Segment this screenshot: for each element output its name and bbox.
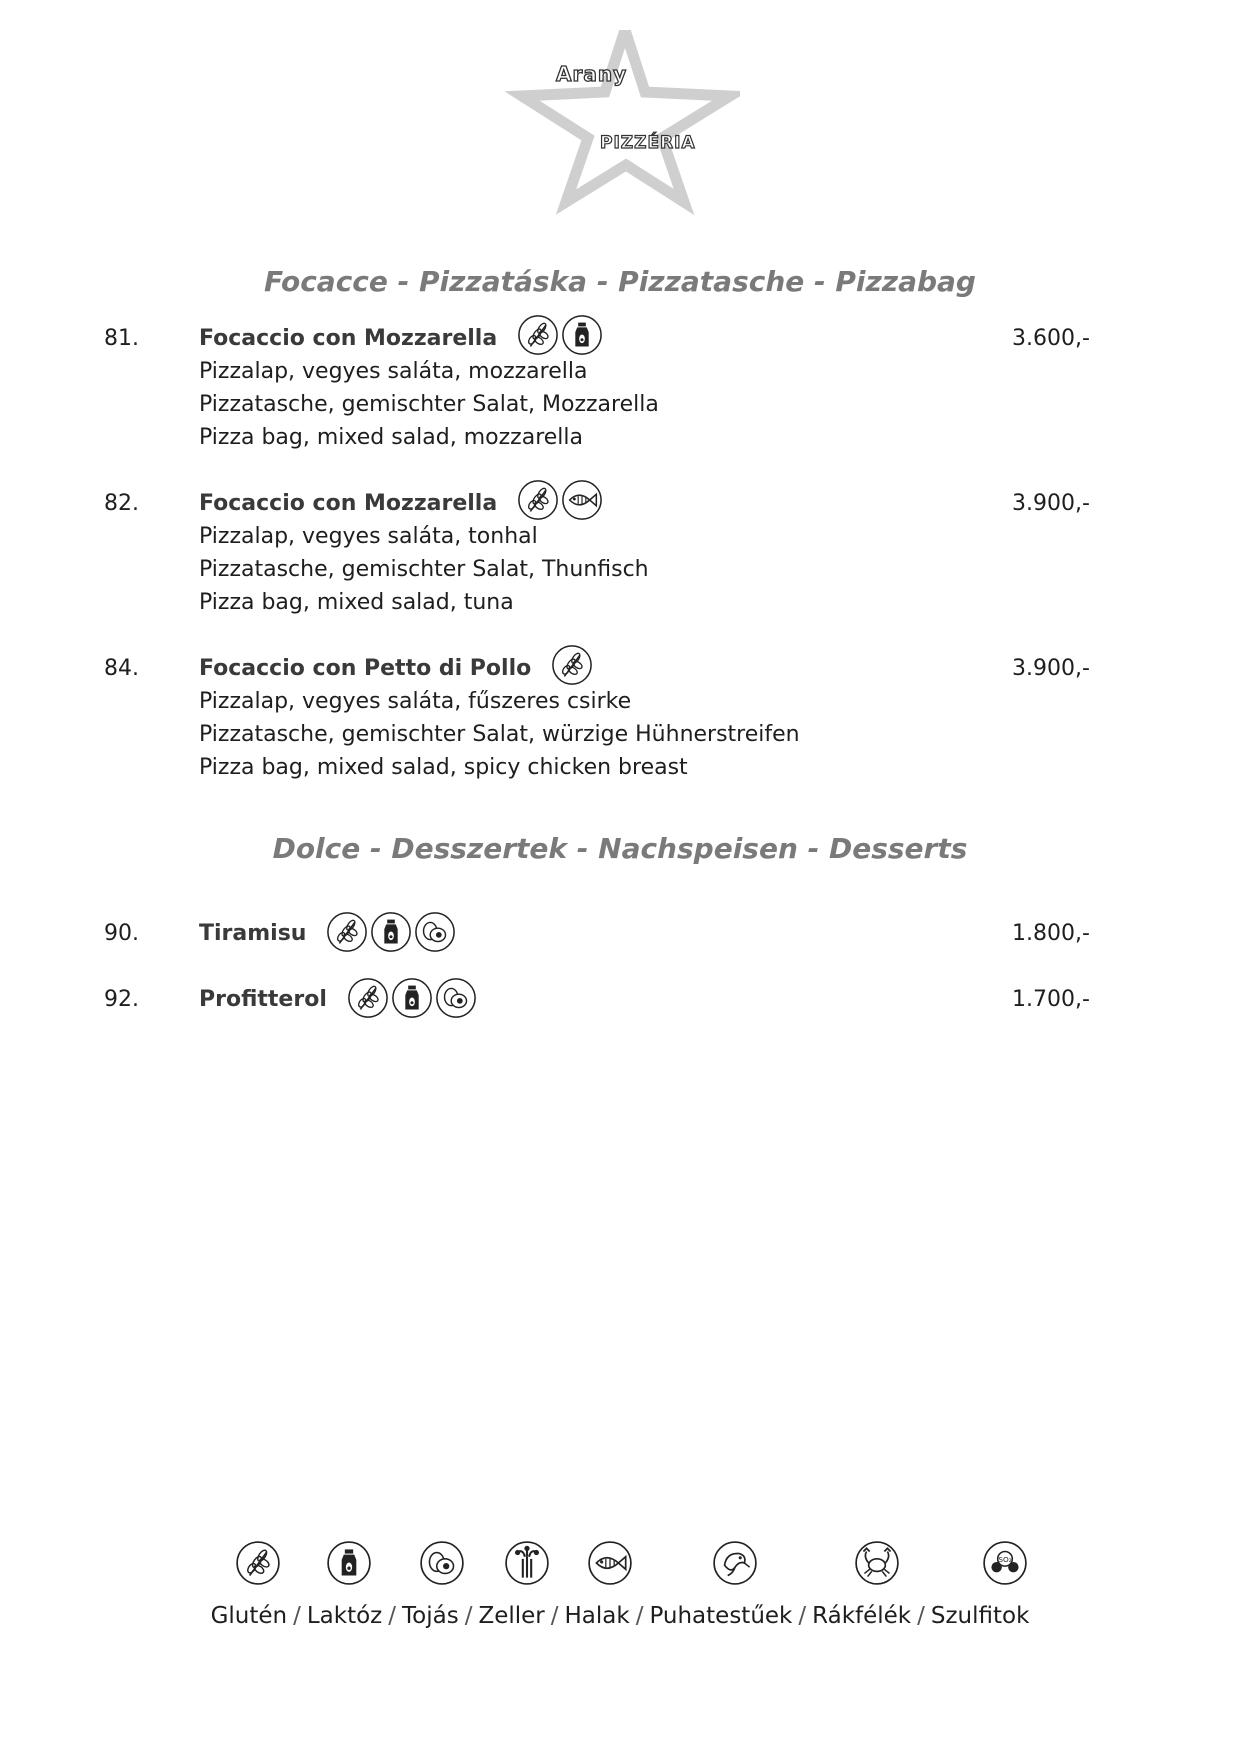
legend-label-gluten: Glutén bbox=[210, 1603, 288, 1629]
item-name: Tiramisu bbox=[199, 921, 307, 946]
item-price: 1.800,- bbox=[1012, 921, 1090, 946]
gluten-icon bbox=[347, 977, 389, 1019]
legend-label-sulphite: Szulfitok bbox=[930, 1603, 1030, 1629]
fish-icon bbox=[561, 479, 603, 521]
allergen-icons bbox=[347, 977, 477, 1019]
gluten-icon bbox=[326, 911, 368, 953]
item-number: 82. bbox=[104, 491, 139, 516]
lactose-icon bbox=[391, 977, 433, 1019]
legend-separator: / bbox=[798, 1603, 807, 1629]
lactose-icon bbox=[326, 1540, 372, 1586]
mollusc-icon bbox=[712, 1540, 758, 1586]
lactose-icon bbox=[370, 911, 412, 953]
legend-separator: / bbox=[293, 1603, 301, 1629]
item-desc-en: Pizza bag, mixed salad, tuna bbox=[199, 590, 514, 615]
logo bbox=[500, 30, 740, 230]
legend-label-celery: Zeller bbox=[478, 1603, 545, 1629]
item-number: 92. bbox=[104, 987, 139, 1012]
item-desc-de: Pizzatasche, gemischter Salat, Thunfisch bbox=[199, 557, 649, 582]
item-price: 1.700,- bbox=[1012, 987, 1090, 1012]
allergen-icons bbox=[551, 644, 593, 686]
legend-separator: / bbox=[464, 1603, 473, 1629]
legend-separator: / bbox=[635, 1603, 644, 1629]
item-desc-en: Pizza bag, mixed salad, spicy chicken breast bbox=[199, 755, 688, 780]
item-desc-hu: Pizzalap, vegyes saláta, mozzarella bbox=[199, 359, 588, 384]
item-desc-de: Pizzatasche, gemischter Salat, Mozzarella bbox=[199, 392, 659, 417]
legend-label-lactose: Laktóz bbox=[306, 1603, 383, 1629]
gluten-icon bbox=[235, 1540, 281, 1586]
allergen-icons bbox=[517, 314, 603, 356]
fish-icon bbox=[587, 1540, 633, 1586]
item-name: Focaccio con Mozzarella bbox=[199, 326, 498, 351]
legend-label-egg: Tojás bbox=[402, 1603, 459, 1629]
item-name: Focaccio con Mozzarella bbox=[199, 491, 498, 516]
star-logo bbox=[500, 30, 740, 230]
legend-separator: / bbox=[550, 1603, 559, 1629]
legend-separator: / bbox=[917, 1603, 925, 1629]
egg-icon bbox=[419, 1540, 465, 1586]
egg-icon bbox=[435, 977, 477, 1019]
item-price: 3.900,- bbox=[1012, 656, 1090, 681]
section-title-desserts: Dolce - Desszertek - Nachspeisen - Desserts bbox=[272, 832, 968, 865]
item-price: 3.900,- bbox=[1012, 491, 1090, 516]
sulphite-badge-text: SO₂ bbox=[998, 1554, 1012, 1564]
allergen-legend-icons bbox=[0, 1540, 1240, 1590]
legend-separator: / bbox=[388, 1603, 396, 1629]
gluten-icon bbox=[551, 644, 593, 686]
legend-label-crustacean: Rákfélék bbox=[812, 1603, 912, 1629]
item-number: 90. bbox=[104, 921, 139, 946]
lactose-icon bbox=[561, 314, 603, 356]
item-price: 3.600,- bbox=[1012, 326, 1090, 351]
item-desc-en: Pizza bag, mixed salad, mozzarella bbox=[199, 425, 584, 450]
celery-icon bbox=[504, 1540, 550, 1586]
item-name: Profitterol bbox=[199, 987, 327, 1012]
legend-label-fish: Halak bbox=[564, 1603, 630, 1629]
allergen-icons bbox=[517, 479, 603, 521]
gluten-icon bbox=[517, 314, 559, 356]
gluten-icon bbox=[517, 479, 559, 521]
egg-icon bbox=[414, 911, 456, 953]
legend-label-mollusc: Puhatestűek bbox=[649, 1603, 793, 1629]
sulphite-icon bbox=[982, 1540, 1028, 1586]
section-title-focacce: Focacce - Pizzatáska - Pizzatasche - Pizzabag bbox=[264, 265, 976, 298]
item-desc-hu: Pizzalap, vegyes saláta, fűszeres csirke bbox=[199, 689, 632, 714]
item-number: 84. bbox=[104, 656, 139, 681]
crustacean-icon bbox=[854, 1540, 900, 1586]
item-number: 81. bbox=[104, 326, 139, 351]
item-name: Focaccio con Petto di Pollo bbox=[199, 656, 532, 681]
logo-bottom-word: Pizzéria bbox=[600, 133, 696, 153]
logo-top-word: Arany bbox=[556, 62, 628, 86]
allergen-icons bbox=[326, 911, 456, 953]
allergen-legend bbox=[0, 1603, 1240, 1629]
item-desc-de: Pizzatasche, gemischter Salat, würzige Hühnerstreifen bbox=[199, 722, 800, 747]
item-desc-hu: Pizzalap, vegyes saláta, tonhal bbox=[199, 524, 538, 549]
